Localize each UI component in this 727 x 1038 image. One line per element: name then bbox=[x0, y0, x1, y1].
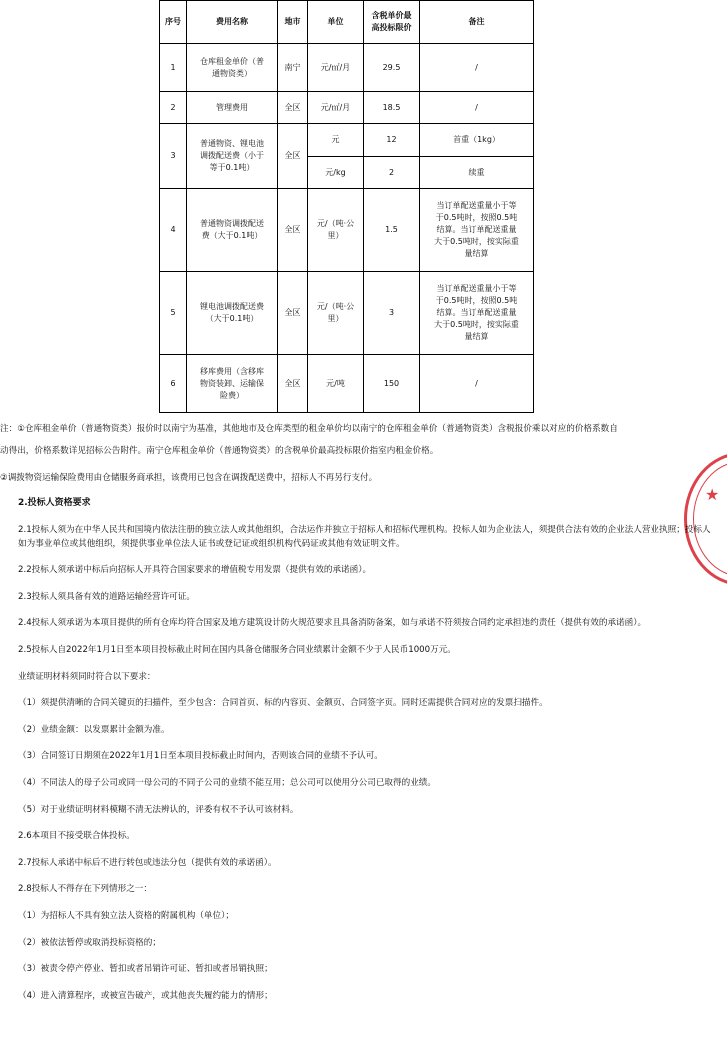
qualification-section bbox=[18, 496, 718, 1015]
cell-price: 2 bbox=[364, 157, 420, 189]
cell-unit: 元 bbox=[308, 124, 364, 157]
paragraph: 2.5投标人自2022年1月1日至本项目投标截止时间在国内具备仓储服务合同业绩累计金额不少于人民币1000万元。 bbox=[18, 644, 456, 655]
cell-city: 全区 bbox=[278, 124, 308, 189]
list-item: （4）不同法人的母子公司或同一母公司的不同子公司的业绩不能互用；总公司可以使用分公司已取得的业绩。 bbox=[18, 777, 436, 788]
list-item: （5）对于业绩证明材料模糊不清无法辨认的，评委有权不予认可该材料。 bbox=[18, 804, 299, 815]
paragraph: 2.8投标人不得存在下列情形之一： bbox=[18, 884, 152, 895]
paragraph: 2.6本项目不接受联合体投标。 bbox=[18, 831, 135, 842]
cell-remark: / bbox=[420, 92, 534, 124]
header-city: 地市 bbox=[278, 1, 308, 44]
cell-unit: 元/（吨·公 里） bbox=[308, 272, 364, 355]
list-item: （2）被依法暂停或取消投标资格的； bbox=[18, 937, 161, 948]
cell-name: 普通物资调拨配送 费（大于0.1吨） bbox=[187, 189, 278, 272]
list-item: （3）被责令停产停业、暂扣或者吊销许可证、暂扣或者吊销执照； bbox=[18, 964, 273, 975]
cell-no: 5 bbox=[160, 272, 187, 355]
cell-unit: 元/㎡/月 bbox=[308, 92, 364, 124]
cell-unit: 元/（吨·公 里） bbox=[308, 189, 364, 272]
cell-name: 管理费用 bbox=[187, 92, 278, 124]
cell-city: 全区 bbox=[278, 189, 308, 272]
table-row bbox=[160, 189, 534, 272]
cell-price: 150 bbox=[364, 355, 420, 413]
cell-city: 全区 bbox=[278, 355, 308, 413]
fee-table bbox=[159, 0, 534, 413]
cell-name: 锂电池调拨配送费 （大于0.1吨） bbox=[187, 272, 278, 355]
list-item: （4）进入清算程序，或被宣告破产，或其他丧失履约能力的情形； bbox=[18, 990, 273, 1001]
table-row bbox=[160, 92, 534, 124]
paragraph: 2.3投标人须具备有效的道路运输经营许可证。 bbox=[18, 591, 195, 602]
list-item: （2）业绩金额：以发票累计金额为准。 bbox=[18, 724, 170, 735]
list-item: （3）合同签订日期须在2022年1月1日至本项目投标截止时间内，否则该合同的业绩不予认可。 bbox=[18, 751, 383, 762]
paragraph: 2.1投标人须为在中华人民共和国境内依法注册的独立法人或其他组织，合法运作并独立于招标人和招标代理机构。投标人如为企业法人，须提供合法有效的企业法人营业执照；投标人如为事业单位或其他组织，须提供事业单位法人证书或登记证或组织机构代码证或其他有效证明文件。 bbox=[18, 524, 711, 549]
table-row bbox=[160, 355, 534, 413]
cell-unit: 元/吨 bbox=[308, 355, 364, 413]
table-notes bbox=[0, 422, 720, 493]
cell-name: 移库费用（含移库 物资装卸、运输保 险费） bbox=[187, 355, 278, 413]
cell-price: 18.5 bbox=[364, 92, 420, 124]
cell-remark: 当订单配送重量小于等 于0.5吨时，按照0.5吨 结算。当订单配送重量 大于0.5吨时，按实际重 量结算 bbox=[420, 189, 534, 272]
header-remark: 备注 bbox=[420, 1, 534, 44]
seal-mark: ★ bbox=[705, 485, 720, 504]
cell-unit: 元/kg bbox=[308, 157, 364, 189]
table-row bbox=[160, 44, 534, 92]
cell-remark: / bbox=[420, 355, 534, 413]
list-item: （1）为招标人不具有独立法人资格的附属机构（单位）； bbox=[18, 910, 235, 921]
paragraph: 业绩证明材料须同时符合以下要求： bbox=[18, 671, 156, 682]
cell-price: 1.5 bbox=[364, 189, 420, 272]
table-header-row bbox=[160, 1, 534, 44]
note-line: 动得出，价格系数详见招标公告附件。南宁仓库租金单价（普通物资类）的含税单价最高投标限价指室内租金价格。 bbox=[0, 446, 439, 456]
cell-price: 3 bbox=[364, 272, 420, 355]
header-no: 序号 bbox=[160, 1, 187, 44]
cell-no: 4 bbox=[160, 189, 187, 272]
cell-name: 仓库租金单价（普 通物资类） bbox=[187, 44, 278, 92]
cell-price: 29.5 bbox=[364, 44, 420, 92]
cell-remark: 首重（1kg） bbox=[420, 124, 534, 157]
cell-price: 12 bbox=[364, 124, 420, 157]
cell-remark: 续重 bbox=[420, 157, 534, 189]
paragraph: 2.2投标人须承诺中标后向招标人开具符合国家要求的增值税专用发票（提供有效的承诺函）。 bbox=[18, 565, 372, 576]
cell-no: 2 bbox=[160, 92, 187, 124]
header-price: 含税单价最 高投标限价 bbox=[364, 1, 420, 44]
cell-remark: 当订单配送重量小于等 于0.5吨时，按照0.5吨 结算。当订单配送重量 大于0.5吨时，按实际重 量结算 bbox=[420, 272, 534, 355]
paragraph: 2.4投标人须承诺为本项目提供的所有仓库均符合国家及地方建筑设计防火规范要求且具备消防备案，如与承诺不符须按合同约定承担违约责任（提供有效的承诺函）。 bbox=[18, 618, 647, 629]
cell-city: 南宁 bbox=[278, 44, 308, 92]
cell-no: 3 bbox=[160, 124, 187, 189]
table-row bbox=[160, 124, 534, 157]
cell-city: 全区 bbox=[278, 92, 308, 124]
cell-no: 1 bbox=[160, 44, 187, 92]
note-line: ②调拨物资运输保险费用由仓储服务商承担，该费用已包含在调拨配送费中，招标人不再另行支付。 bbox=[0, 473, 378, 483]
header-unit: 单位 bbox=[308, 1, 364, 44]
cell-no: 6 bbox=[160, 355, 187, 413]
cell-name: 普通物资、锂电池 调拨配送费（小于 等于0.1吨） bbox=[187, 124, 278, 189]
cell-unit: 元/㎡/月 bbox=[308, 44, 364, 92]
section-heading: 2.投标人资格要求 bbox=[18, 498, 91, 508]
list-item: （1）须提供清晰的合同关键页的扫描件，至少包含：合同首页、标的内容页、金额页、合同签字页。同时还需提供合同对应的发票扫描件。 bbox=[18, 698, 548, 709]
table-row bbox=[160, 272, 534, 355]
cell-remark: / bbox=[420, 44, 534, 92]
header-name: 费用名称 bbox=[187, 1, 278, 44]
paragraph: 2.7投标人承诺中标后不进行转包或违法分包（提供有效的承诺函）。 bbox=[18, 857, 277, 868]
cell-city: 全区 bbox=[278, 272, 308, 355]
note-line: 注：①仓库租金单价（普通物资类）报价时以南宁为基准，其他地市及仓库类型的租金单价均以南宁的仓库租金单价（普通物资类）含税报价乘以对应的价格系数自 bbox=[0, 424, 618, 434]
